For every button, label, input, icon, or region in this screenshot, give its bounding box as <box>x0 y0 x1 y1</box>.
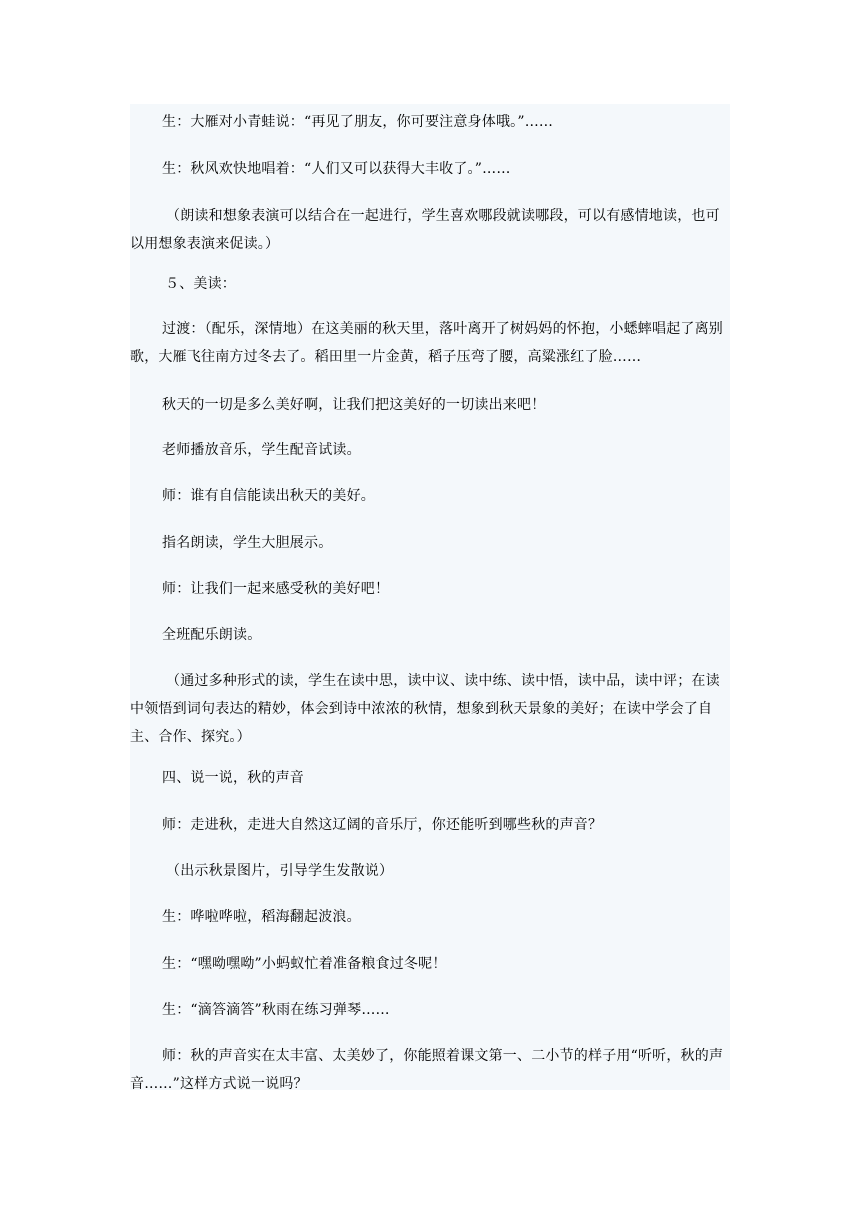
paragraph-11: 全班配乐朗读。 <box>162 627 262 643</box>
section-heading-5-reading: ５、美读： <box>165 276 236 292</box>
paragraph-15-note: （出示秋景图片，引导学生发散说） <box>166 863 394 879</box>
section-heading-4-sounds: 四、说一说，秋的声音 <box>162 770 304 786</box>
paragraph-1: 生：大雁对小青蛙说：“再见了朋友，你可要注意身体哦。”…… <box>162 114 554 130</box>
document-content <box>130 104 730 1090</box>
paragraph-3-note: （朗读和想象表演可以结合在一起进行，学生喜欢哪段就读哪段，可以有感情地读，也可以用想象表演来促读。） <box>130 208 720 252</box>
paragraph-17: 生：“嘿呦嘿呦”小蚂蚁忙着准备粮食过冬呢！ <box>162 956 447 972</box>
paragraph-7: 老师播放音乐，学生配音试读。 <box>162 442 361 458</box>
paragraph-10: 师：让我们一起来感受秋的美好吧！ <box>162 581 390 597</box>
paragraph-6: 秋天的一切是多么美好啊，让我们把这美好的一切读出来吧！ <box>162 397 546 413</box>
paragraph-8: 师：谁有自信能读出秋天的美好。 <box>162 488 375 504</box>
paragraph-9: 指名朗读，学生大胆展示。 <box>162 535 333 551</box>
paragraph-16: 生：哗啦哗啦，稻海翻起波浪。 <box>162 909 361 925</box>
paragraph-14: 师：走进秋，走进大自然这辽阔的音乐厅，你还能听到哪些秋的声音？ <box>162 817 603 833</box>
paragraph-19: 师：秋的声音实在太丰富、太美妙了，你能照着课文第一、二小节的样子用“听听，秋的声音……”这样方式说一说吗？ <box>130 1048 724 1092</box>
paragraph-12-note: （通过多种形式的读，学生在读中思，读中议、读中练、读中悟，读中品，读中评；在读中领悟到词句表达的精妙，体会到诗中浓浓的秋情，想象到秋天景象的美好；在读中学会了自主、合作、探究。） <box>130 673 720 745</box>
paragraph-transition: 过渡：（配乐，深情地）在这美丽的秋天里，落叶离开了树妈妈的怀抱，小蟋蟀唱起了离别歌，大雁飞往南方过冬去了。稻田里一片金黄，稻子压弯了腰，高粱涨红了脸…… <box>130 321 723 365</box>
paragraph-2: 生：秋风欢快地唱着：“人们又可以获得大丰收了。”…… <box>162 161 511 177</box>
paragraph-18: 生：“滴答滴答”秋雨在练习弹琴…… <box>162 1002 390 1018</box>
